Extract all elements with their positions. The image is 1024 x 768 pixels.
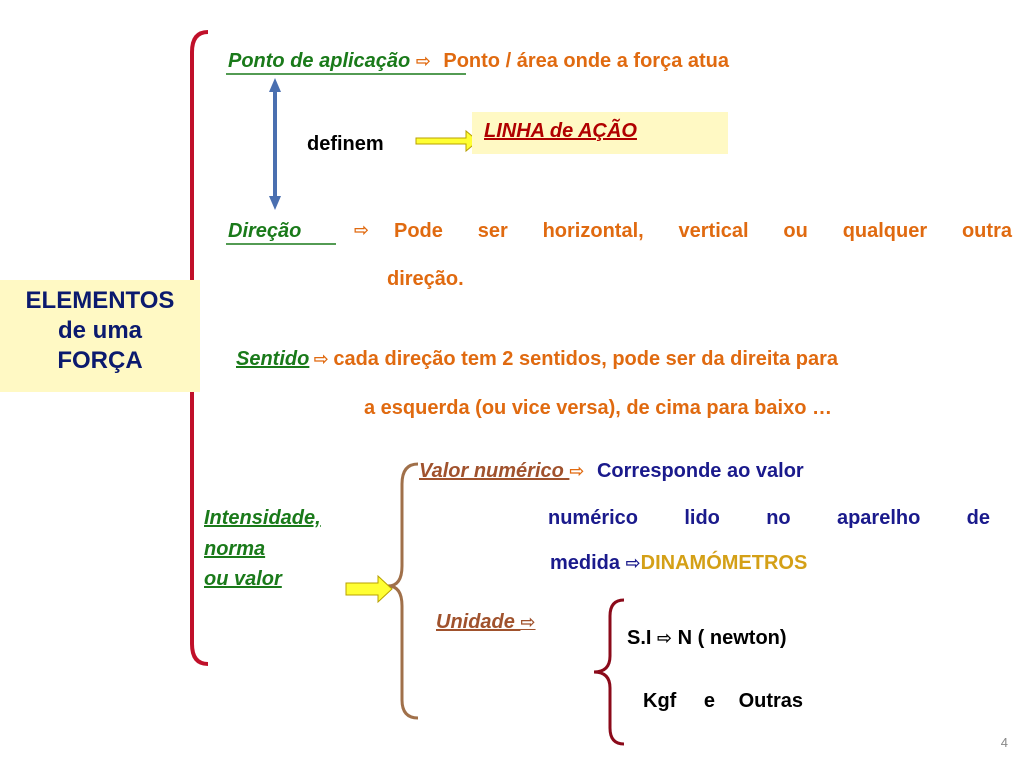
- direcao-word: qualquer: [842, 220, 928, 242]
- valor-line2: [548, 507, 990, 530]
- ponto-row: [228, 50, 729, 73]
- dinamometros-text: DINAMÓMETROS: [640, 552, 808, 574]
- main-title-box: [0, 280, 200, 392]
- intensidade-line3: ou valor: [204, 568, 282, 590]
- valor-line3: [550, 552, 807, 575]
- yellow-arrow-icon: [416, 131, 478, 151]
- direcao-word: outra: [961, 220, 1012, 242]
- slide-number: 4: [1000, 735, 1008, 750]
- right-arrow-icon: ⇨: [625, 553, 641, 573]
- double-arrow-icon: [269, 78, 281, 210]
- direcao-line1: [394, 220, 1012, 243]
- valor-word: numérico: [548, 507, 639, 529]
- kgf-word: Kgf: [643, 690, 677, 712]
- intensidade-line2: norma: [204, 538, 266, 560]
- sentido-line2: a esquerda (ou vice versa), de cima para baixo …: [364, 397, 832, 419]
- yellow-arrow-icon-2: [346, 576, 392, 602]
- unidade-row: [436, 611, 536, 634]
- right-arrow-icon: ⇨: [313, 349, 329, 369]
- valor-row: [419, 460, 804, 483]
- right-arrow-icon: ⇨: [520, 612, 536, 632]
- sentido-row: [236, 348, 838, 371]
- kgf-and: e: [703, 690, 716, 712]
- si-prefix: S.I: [627, 627, 658, 649]
- direcao-word: Pode: [394, 220, 443, 242]
- right-arrow-icon: ⇨: [569, 461, 585, 481]
- si-row: [627, 627, 787, 650]
- direcao-word: horizontal,: [542, 220, 644, 242]
- valor-line3-prefix: medida: [550, 552, 626, 574]
- right-arrow-icon: ⇨: [415, 51, 431, 71]
- direcao-word: vertical: [678, 220, 749, 242]
- ponto-text: Ponto / área onde a força atua: [443, 50, 729, 72]
- intensidade-brace: [388, 464, 418, 718]
- sentido-label: Sentido: [236, 348, 310, 370]
- direcao-word: ou: [783, 220, 808, 242]
- ponto-label: Ponto de aplicação: [228, 50, 416, 72]
- main-title-line3: FORÇA: [57, 347, 143, 374]
- valor-word: no: [766, 507, 791, 529]
- valor-label: Valor numérico: [419, 460, 570, 482]
- valor-word: de: [966, 507, 990, 529]
- main-title-line2: de uma: [57, 317, 143, 344]
- valor-word: aparelho: [836, 507, 921, 529]
- right-arrow-icon: ⇨: [354, 220, 370, 240]
- valor-line1: Corresponde ao valor: [596, 460, 804, 482]
- direcao-label: Direção: [228, 220, 302, 242]
- kgf-outras: Outras: [738, 690, 804, 712]
- valor-word: lido: [684, 507, 720, 529]
- sentido-line1: cada direção tem 2 sentidos, pode ser da direita para: [333, 348, 838, 370]
- direcao-word: ser: [477, 220, 508, 242]
- direcao-label-row: [228, 220, 301, 243]
- kgf-row: [643, 690, 803, 713]
- main-title-line1: ELEMENTOS: [25, 287, 175, 314]
- direcao-line2: direção.: [387, 268, 464, 290]
- linha-acao-text: LINHA de AÇÃO: [484, 120, 637, 142]
- direcao-arrow-wrap: [354, 220, 369, 241]
- intensidade-line1: Intensidade,: [204, 507, 321, 529]
- unidade-brace: [594, 600, 624, 744]
- definem-label: definem: [307, 133, 384, 155]
- unidade-label: Unidade: [436, 611, 521, 633]
- right-arrow-icon: ⇨: [657, 628, 673, 648]
- si-text: N ( newton): [672, 627, 787, 649]
- linha-acao-box: [472, 112, 728, 154]
